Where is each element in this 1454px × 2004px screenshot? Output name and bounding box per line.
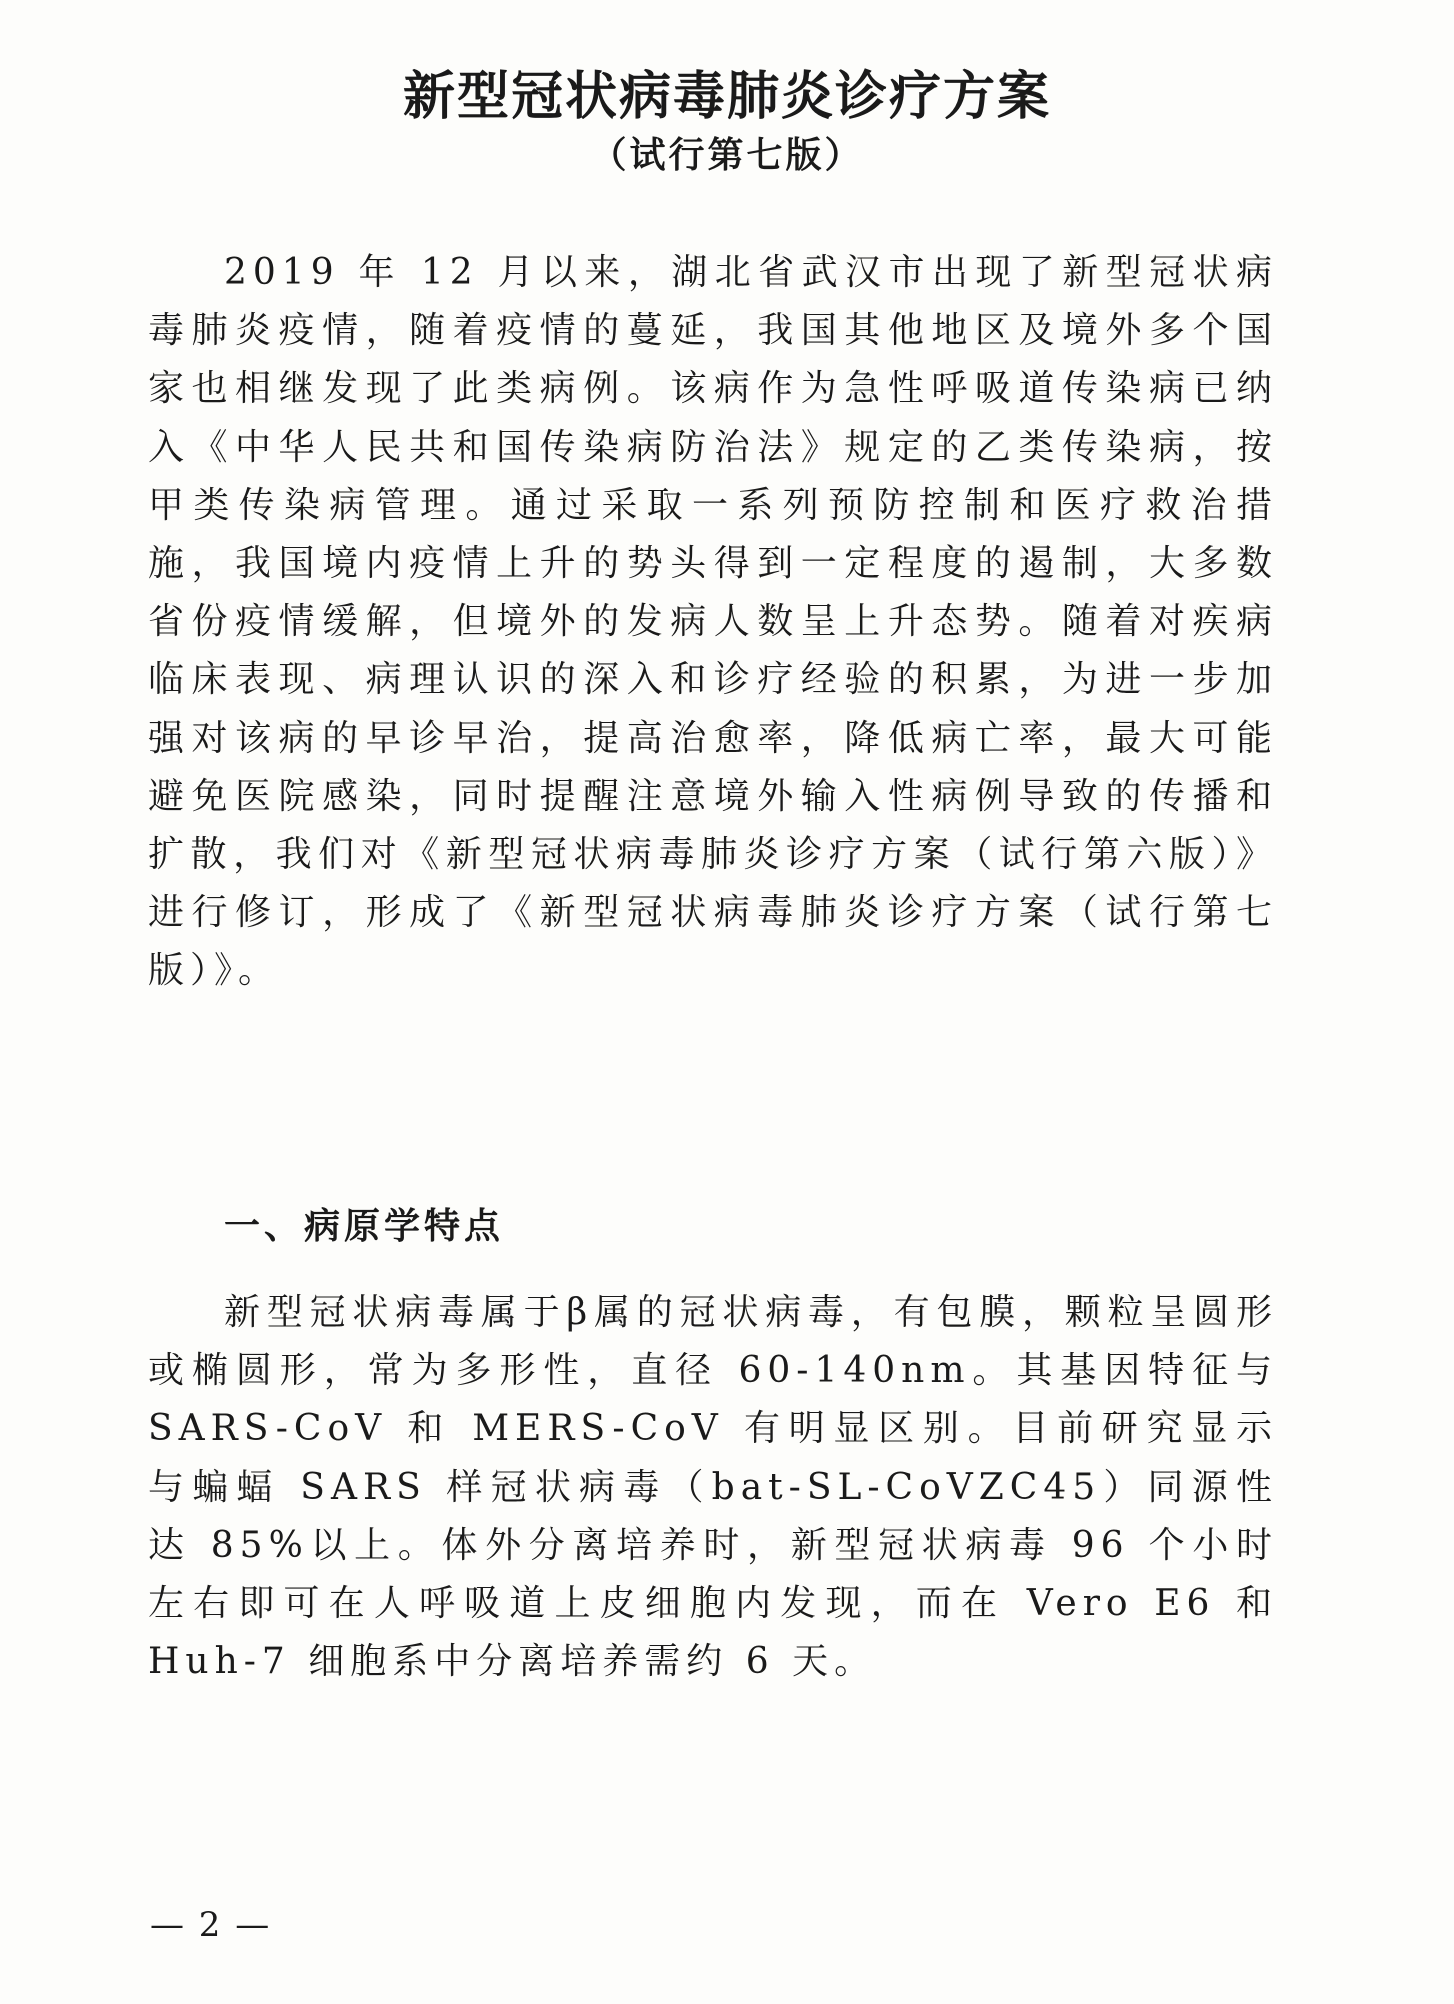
- document-subtitle: （试行第七版）: [590, 135, 864, 176]
- section-heading: 一、病原学特点: [224, 1206, 505, 1247]
- page-number: — 2 —: [150, 1905, 272, 1945]
- pathogen-paragraph: 新型冠状病毒属于β属的冠状病毒，有包膜，颗粒呈圆形或椭圆形，常为多形性，直径 60-140nm。其基因特征与 SARS-CoV 和 MERS-CoV 有明显区别。目前研究显示与蝙蝠 SARS 样冠状病毒（bat-SL-CoVZC45）同源性达 85%以上。体外分离培养时，新型冠状病毒 96 个小时左右即可在人呼吸道上皮细胞内发现，而在 Vero E6 和 Huh-7 细胞系中分离培养需约 6 天。: [148, 1292, 1278, 1683]
- intro-paragraph: 2019 年 12 月以来，湖北省武汉市出现了新型冠状病毒肺炎疫情，随着疫情的蔓延，我国其他地区及境外多个国家也相继发现了此类病例。该病作为急性呼吸道传染病已纳入《中华人民共和国传染病防治法》规定的乙类传染病，按甲类传染病管理。通过采取一系列预防控制和医疗救治措施，我国境内疫情上升的势头得到一定程度的遏制，大多数省份疫情缓解，但境外的发病人数呈上升态势。随着对疾病临床表现、病理认识的深入和诊疗经验的积累，为进一步加强对该病的早诊早治，提高治愈率，降低病亡率，最大可能避免医院感染，同时提醒注意境外输入性病例导致的传播和扩散，我们对《新型冠状病毒肺炎诊疗方案（试行第六版）》进行修订，形成了《新型冠状病毒肺炎诊疗方案（试行第七版）》。: [148, 252, 1278, 992]
- document-title: 新型冠状病毒肺炎诊疗方案: [402, 67, 1051, 127]
